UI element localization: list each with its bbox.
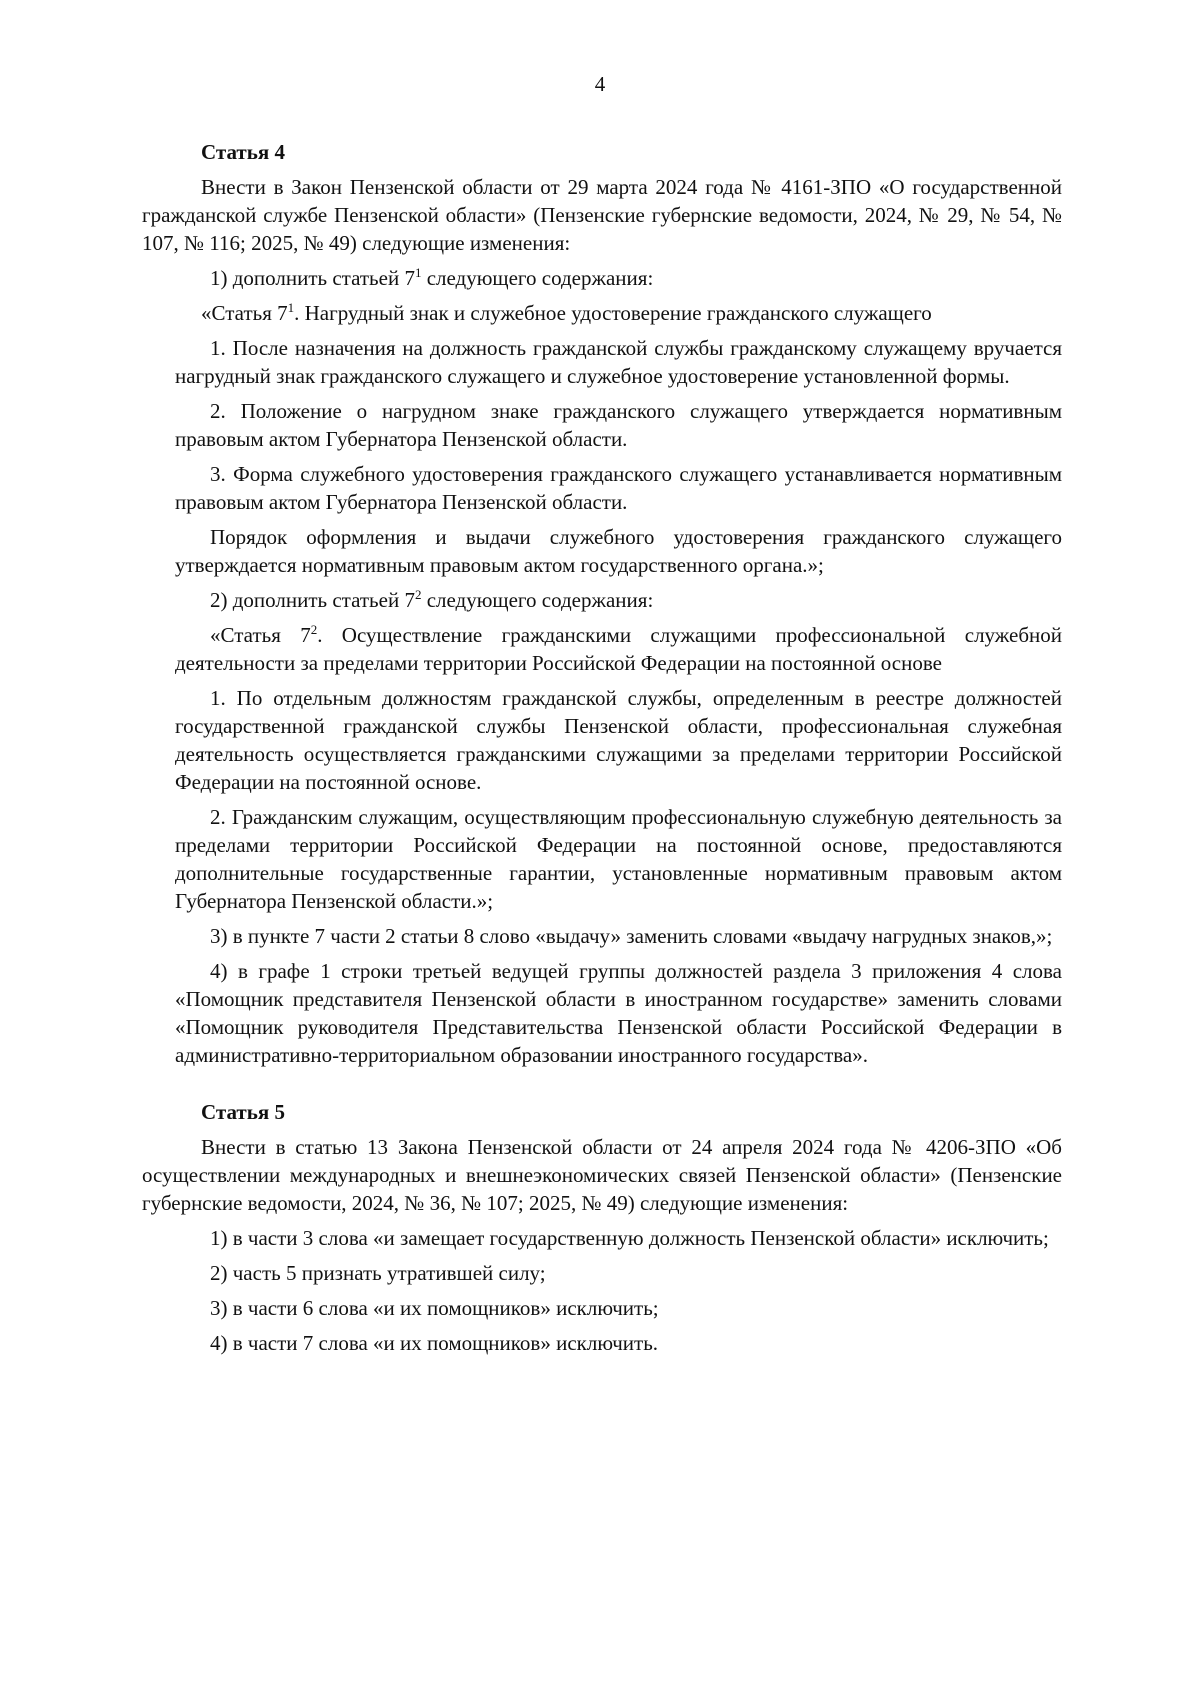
page-number: 4 [594, 72, 606, 96]
article-4-intro: Внести в Закон Пензенской области от 29 марта 2024 года № 4161-ЗПО «О государственной гражданской службе Пензенской области» (Пензенские губернские ведомости, 2024, № 29, № 54, № 107, № 116; 2025, № 49) следующие изменения: [142, 175, 1062, 255]
article-7-1-title [142, 299, 1062, 327]
item-1-text-end: следующего содержания: [421, 266, 654, 290]
article-5-heading: Статья 5 [201, 1100, 285, 1124]
article-4-item-2 [142, 586, 1062, 614]
article-7-2-part-2: 2. Гражданским служащим, осуществляющим профессиональную служебную деятельность за пределами территории Российской Федерации на постоянной основе, предоставляются дополнительные государственные гарантии, установленные нормативным правовым актом Губернатора Пензенской области.»; [175, 805, 1062, 913]
article-5-item-3: 3) в части 6 слова «и их помощников» исключить; [210, 1296, 659, 1320]
article-5-item-2: 2) часть 5 признать утратившей силу; [210, 1261, 546, 1285]
article-4-item-4: 4) в графе 1 строки третьей ведущей группы должностей раздела 3 приложения 4 слова «Помощник представителя Пензенской области в иностранном государстве» заменить словами «Помощник руководителя Представительства Пензенской области Российской Федерации в административно-территориальном образовании иностранного государства». [175, 959, 1062, 1067]
superscript: 2 [310, 622, 318, 637]
item-2-text-end: следующего содержания: [421, 588, 654, 612]
article-5-intro: Внести в статью 13 Закона Пензенской области от 24 апреля 2024 года № 4206-ЗПО «Об осуществлении международных и внешнеэкономических связей Пензенской области» (Пензенские губернские ведомости, 2024, № 36, № 107; 2025, № 49) следующие изменения: [142, 1135, 1062, 1215]
article-7-1-part-2: 2. Положение о нагрудном знаке гражданского служащего утверждается нормативным правовым актом Губернатора Пензенской области. [175, 399, 1062, 451]
article-7-1-part-4: Порядок оформления и выдачи служебного удостоверения гражданского служащего утверждается нормативным правовым актом государственного органа.»; [175, 525, 1062, 577]
title-text: «Статья 7 [201, 301, 288, 325]
title-text-end: . Нагрудный знак и служебное удостоверение гражданского служащего [294, 301, 932, 325]
superscript: 1 [414, 265, 422, 280]
document-body [142, 138, 1062, 1364]
item-1-text: 1) дополнить статьей 7 [210, 266, 415, 290]
superscript: 2 [414, 587, 422, 602]
superscript: 1 [287, 300, 295, 315]
article-5-item-1: 1) в части 3 слова «и замещает государственную должность Пензенской области» исключить; [210, 1226, 1049, 1250]
article-4-item-3: 3) в пункте 7 части 2 статьи 8 слово «выдачу» заменить словами «выдачу нагрудных знаков,»; [210, 924, 1053, 948]
title-text-end: . Осуществление гражданскими служащими профессиональной служебной деятельности за пределами территории Российской Федерации на постоянной основе [175, 623, 1062, 675]
article-7-1-part-3: 3. Форма служебного удостоверения гражданского служащего устанавливается нормативным правовым актом Губернатора Пензенской области. [175, 462, 1062, 514]
title-text: «Статья 7 [210, 623, 311, 647]
article-7-2-title [142, 621, 1062, 677]
article-5-item-4: 4) в части 7 слова «и их помощников» исключить. [210, 1331, 659, 1355]
spacer [142, 1076, 1062, 1098]
article-7-2-part-1: 1. По отдельным должностям гражданской службы, определенным в реестре должностей государственной гражданской службы Пензенской области, профессиональная служебная деятельность осуществляется гражданскими служащими за пределами территории Российской Федерации на постоянной основе. [175, 686, 1062, 794]
article-4-item-1 [142, 264, 1062, 292]
article-4-heading: Статья 4 [201, 140, 285, 164]
article-7-1-part-1: 1. После назначения на должность гражданской службы гражданскому служащему вручается нагрудный знак гражданского служащего и служебное удостоверение установленной формы. [175, 336, 1062, 388]
item-2-text: 2) дополнить статьей 7 [210, 588, 415, 612]
